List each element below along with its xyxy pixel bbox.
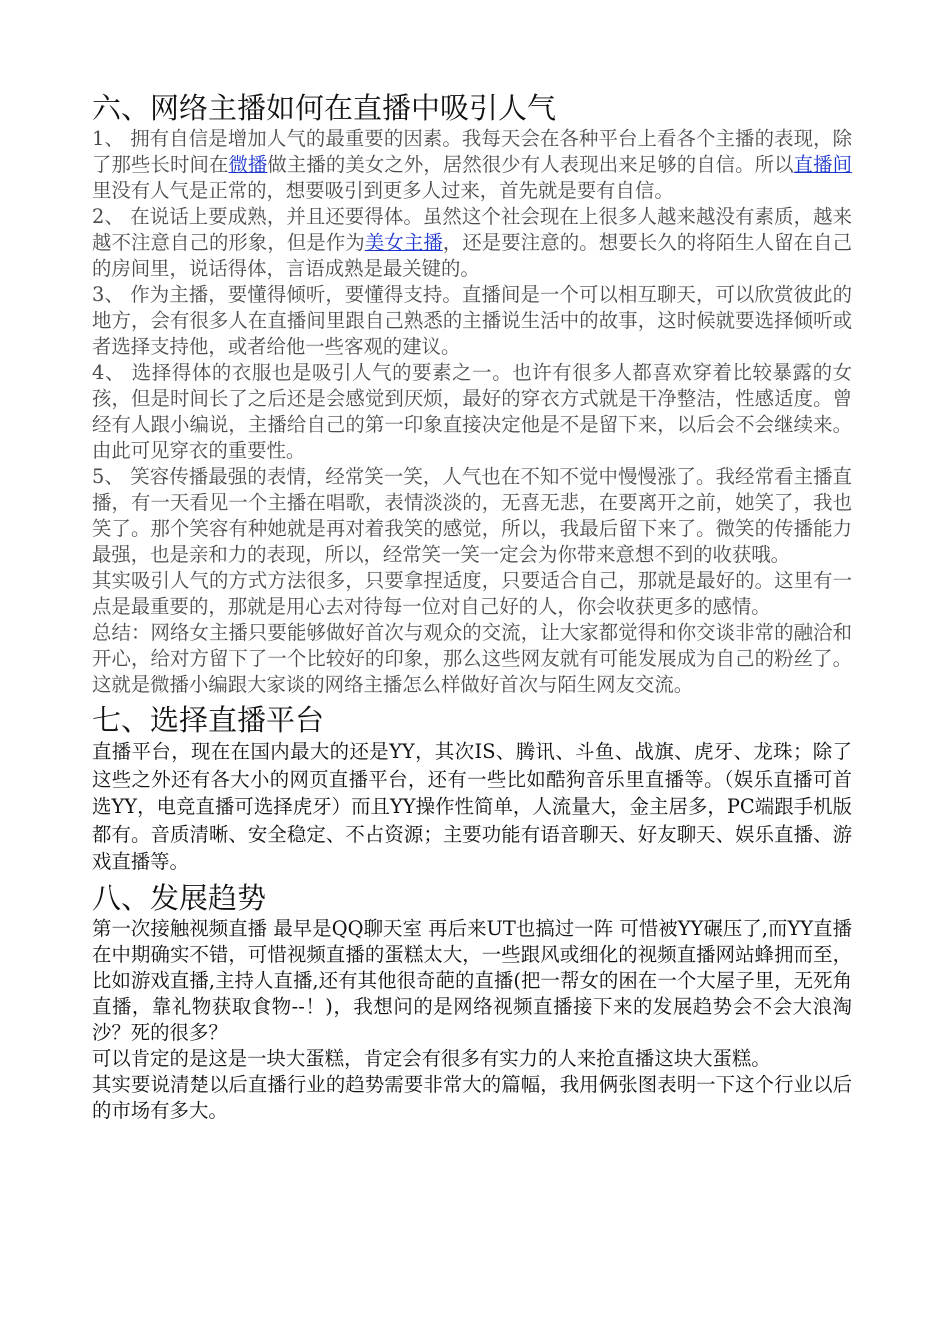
paragraph-2: [92, 204, 852, 282]
weibo-link[interactable]: 微播: [228, 153, 268, 176]
text-run: 1、 拥有自信是增加人气的最重要的因素。我每天会在各种平台上看各个主播的表现，除了那些长时间在: [92, 127, 852, 176]
text-run: 做主播的美女之外，居然很少有人表现出来足够的自信。所以: [267, 153, 794, 176]
text-run: 2、 在说话上要成熟，并且还要得体。虽然这个社会现在上很多人越来越没有素质，越来越不注意自己的形象，但是作为: [92, 205, 852, 254]
section-heading: 八、发展趋势: [92, 880, 267, 915]
paragraph-4: 4、 选择得体的衣服也是吸引人气的要素之一。也许有很多人都喜欢穿着比较暴露的女孩，但是时间长了之后还是会感觉到厌烦，最好的穿衣方式就是干净整洁，性感适度。曾经有人跟小编说，主播给自己的第一印象直接决定他是不是留下来，以后会不会继续来。由此可见穿衣的重要性。: [92, 361, 852, 462]
section-seven: [92, 702, 852, 876]
paragraph-3: 3、 作为主播，要懂得倾听，要懂得支持。直播间是一个可以相互聊天，可以欣赏彼此的地方，会有很多人在直播间里跟自己熟悉的主播说生活中的故事，这时候就要选择倾听或者选择支持他，或者给他一些客观的建议。: [92, 283, 852, 358]
section-heading: 六、网络主播如何在直播中吸引人气: [92, 91, 557, 125]
section-six: [92, 90, 852, 698]
text-run: 里没有人气是正常的，想要吸引到更多人过来，首先就是要有自信。: [92, 179, 674, 202]
paragraph-6: 其实吸引人气的方式方法很多，只要拿捏适度，只要适合自己，那就是最好的。这里有一点是最重要的，那就是用心去对待每一位对自己好的人，你会收获更多的感情。: [92, 569, 852, 618]
paragraph-1: 直播平台，现在在国内最大的还是YY，其次IS、腾讯、斗鱼、战旗、虎牙、龙珠；除了这些之外还有各大小的网页直播平台，还有一些比如酷狗音乐里直播等。（娱乐直播可首选YY，电竞直播可选择虎牙）而且YY操作性简单，人流量大，金主居多，PC端跟手机版都有。音质清晰、安全稳定、不占资源；主要功能有语音聊天、好友聊天、娱乐直播、游戏直播等。: [92, 740, 852, 873]
paragraph-1: [92, 126, 852, 204]
paragraph-3: 其实要说清楚以后直播行业的趋势需要非常大的篇幅，我用俩张图表明一下这个行业以后的市场有多大。: [92, 1072, 852, 1122]
live-room-link[interactable]: 直播间: [793, 153, 853, 176]
text-run: ，还是要注意的。想要长久的将陌生人留在自己的房间里，说话得体，言语成熟是最关键的。: [92, 231, 853, 280]
paragraph-7: 总结：网络女主播只要能够做好首次与观众的交流，让大家都觉得和你交谈非常的融洽和开心，给对方留下了一个比较好的印象，那么这些网友就有可能发展成为自己的粉丝了。这就是微播小编跟大家谈的网络主播怎么样做好首次与陌生网友交流。: [92, 621, 852, 696]
paragraph-2: 可以肯定的是这是一块大蛋糕，肯定会有很多有实力的人来抢直播这块大蛋糕。: [92, 1046, 771, 1070]
section-eight: [92, 880, 852, 1124]
paragraph-5: 5、 笑容传播最强的表情，经常笑一笑，人气也在不知不觉中慢慢涨了。我经常看主播直播，有一天看见一个主播在唱歌，表情淡淡的，无喜无悲，在要离开之前，她笑了，我也笑了。那个笑容有种她就是再对着我笑的感觉，所以，我最后留下来了。微笑的传播能力最强，也是亲和力的表现，所以，经常笑一笑一定会为你带来意想不到的收获哦。: [92, 465, 852, 566]
beauty-anchor-link[interactable]: 美女主播: [364, 231, 443, 254]
document-page: [92, 90, 852, 1124]
paragraph-1: 第一次接触视频直播 最早是QQ聊天室 再后来UT也搞过一阵 可惜被YY碾压了,而YY直播在中期确实不错，可惜视频直播的蛋糕太大，一些跟风或细化的视频直播网站蜂拥而至，比如游戏直播,主持人直播,还有其他很奇葩的直播(把一帮女的困在一个大屋子里，无死角直播，靠礼物获取食物--！)，我想问的是网络视频直播接下来的发展趋势会不会大浪淘沙？死的很多？: [92, 916, 852, 1044]
section-heading: 七、选择直播平台: [92, 703, 325, 737]
